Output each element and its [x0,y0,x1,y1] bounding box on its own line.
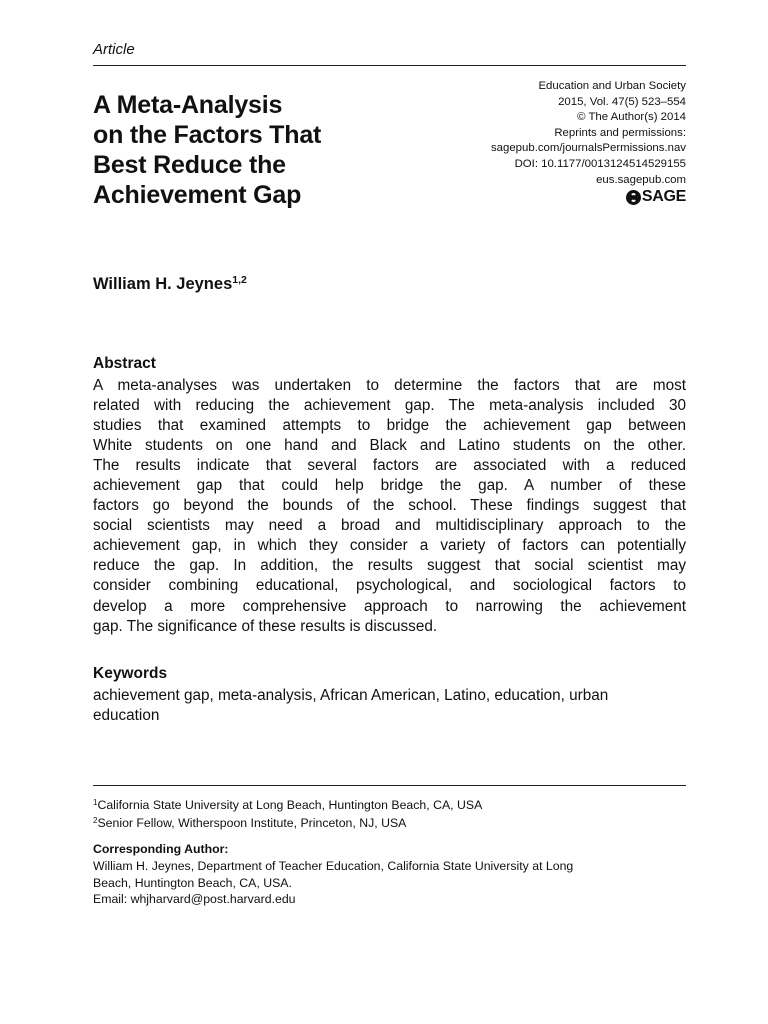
corresponding-author-line: Beach, Huntington Beach, CA, USA. [93,875,292,890]
affiliation-item [93,797,482,815]
corresponding-author [93,841,573,908]
journal-info [426,79,686,210]
keywords-heading: Keywords [93,665,168,682]
affiliation-item [93,815,482,833]
sage-logo [626,189,686,205]
title-line: on the Factors That [93,121,322,149]
abstract-line: develop a more comprehensive approach to narrowing the achievement [93,597,686,615]
abstract-line: A meta-analyses was undertaken to determine the factors that are most [93,377,686,394]
keywords-body [93,686,686,726]
abstract-line: gap. The significance of these results is discussed. [93,617,438,635]
keywords-line: achievement gap, meta-analysis, African American, Latino, education, urban [93,687,609,704]
journal-website-link[interactable]: eus.sagepub.com [596,173,686,186]
abstract-line: consider combining educational, psychological, and sociological factors to [93,577,686,595]
abstract-line: White students on one hand and Black and Latino students on the other. [93,437,686,455]
author-name: William H. Jeynes [93,275,233,293]
corresponding-author-line: William H. Jeynes, Department of Teacher Education, California State University at Long [93,858,574,873]
abstract-line: reduce the gap. In addition, the results suggest that social scientist may [93,557,686,575]
article-type-label: Article [93,41,135,58]
corresponding-author-email[interactable]: Email: whjharvard@post.harvard.edu [93,892,296,907]
author-name-line [93,275,247,294]
journal-permissions-link[interactable]: sagepub.com/journalsPermissions.nav [490,142,686,155]
corresponding-author-heading: Corresponding Author: [93,842,229,856]
article-title [93,90,423,210]
abstract-line: The results indicate that several factors are associated with a reduced [93,457,686,475]
footnote-rule [93,785,686,786]
affiliation-text: California State University at Long Beach, Huntington Beach, CA, USA [97,798,483,812]
sage-s-icon [626,190,641,205]
affiliations [93,797,482,832]
keywords-line: education [93,707,160,724]
title-line: Best Reduce the [93,151,286,179]
abstract-heading: Abstract [93,355,156,372]
journal-copyright: © The Author(s) 2014 [577,111,686,124]
journal-reprints: Reprints and permissions: [554,126,686,139]
sage-logo-text: SAGE [641,188,686,206]
affiliation-text: Senior Fellow, Witherspoon Institute, Princeton, NJ, USA [97,815,407,830]
journal-volume: 2015, Vol. 47(5) 523–554 [558,95,686,108]
abstract-line: studies that examined attempts to bridge the achievement gap between [93,417,686,435]
affiliation-mark: 1 [93,798,98,807]
title-line: A Meta-Analysis [93,91,283,119]
journal-doi[interactable]: DOI: 10.1177/0013124514529155 [514,157,686,170]
abstract-line: related with reducing the achievement gap. The meta-analysis included 30 [93,397,686,415]
author-affiliation-marks: 1,2 [232,274,247,286]
abstract-line: achievement gap that could help bridge the gap. A number of these [93,477,686,495]
abstract-line: achievement gap, in which they consider a variety of factors can potentially [93,537,686,555]
journal-name: Education and Urban Society [538,80,686,92]
affiliation-mark: 2 [93,815,98,825]
title-line: Achievement Gap [93,181,302,209]
abstract-line: factors go beyond the bounds of the school. These findings suggest that [93,497,686,515]
header-rule [93,65,686,66]
abstract-body [93,376,686,637]
abstract-line: social scientists may need a broad and multidisciplinary approach to the [93,517,686,535]
